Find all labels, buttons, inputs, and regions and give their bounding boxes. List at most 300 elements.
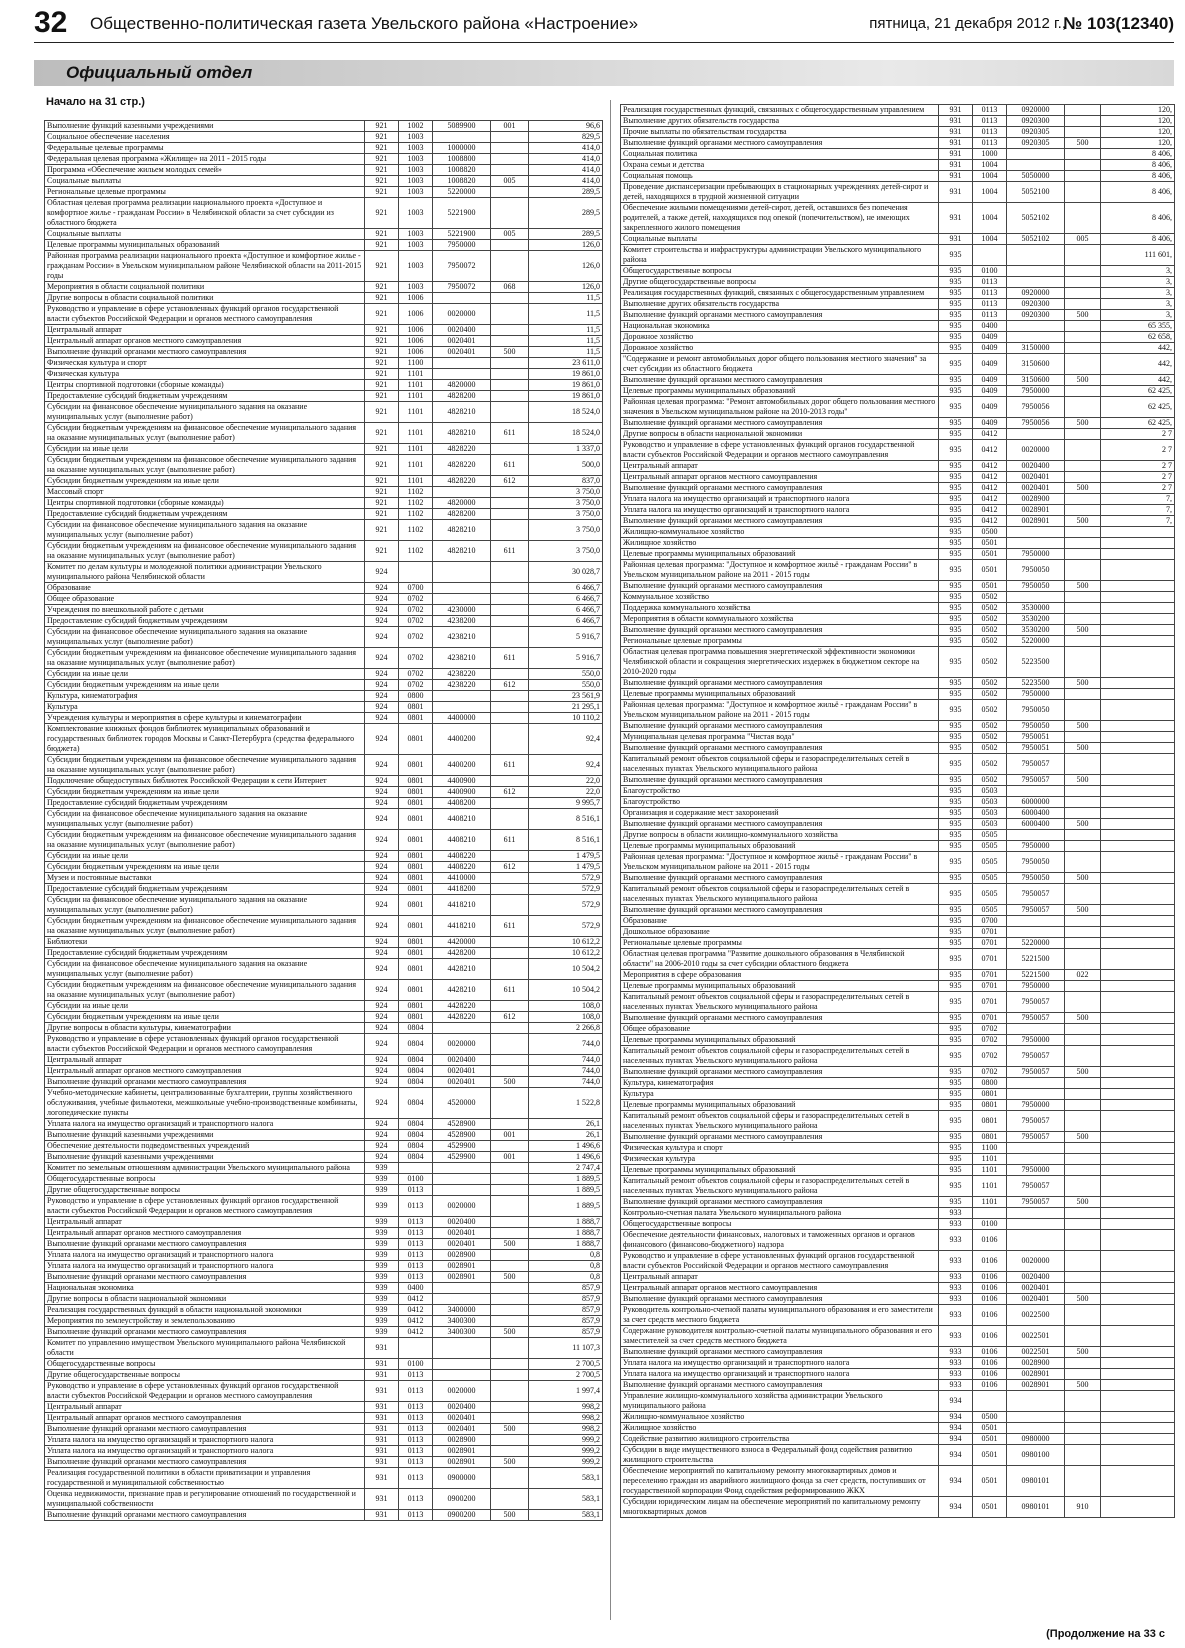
table-row bbox=[45, 165, 603, 176]
admin-code-cell: 935 bbox=[939, 527, 973, 538]
target-code-cell: 5052102 bbox=[1007, 203, 1065, 234]
target-code-cell: 3150000 bbox=[1007, 343, 1065, 354]
section-code-cell: 0801 bbox=[399, 959, 433, 980]
target-code-cell bbox=[433, 1338, 491, 1359]
admin-code-cell: 935 bbox=[939, 1111, 973, 1132]
item-name-cell: Мероприятия в области социальной политики bbox=[45, 282, 365, 293]
expense-type-cell: 500 bbox=[1065, 1347, 1101, 1358]
amount-cell: 10 504,2 bbox=[529, 959, 603, 980]
admin-code-cell: 939 bbox=[365, 1316, 399, 1327]
table-row bbox=[621, 538, 1175, 549]
table-row bbox=[45, 347, 603, 358]
amount-cell: 744,0 bbox=[529, 1077, 603, 1088]
item-name-cell: Центральный аппарат органов местного самоуправления bbox=[621, 1283, 939, 1294]
item-name-cell: Областная целевая программа "Развитие дошкольного образования в Челябинской области" на 2006-2010 годы за счет субсидии областного бюджета bbox=[621, 949, 939, 970]
amount-cell: 2 7 bbox=[1101, 461, 1175, 472]
amount-cell bbox=[1101, 786, 1175, 797]
table-row bbox=[621, 1165, 1175, 1176]
admin-code-cell: 924 bbox=[365, 627, 399, 648]
amount-cell bbox=[1101, 916, 1175, 927]
table-row bbox=[45, 1217, 603, 1228]
admin-code-cell: 939 bbox=[365, 1305, 399, 1316]
amount-cell bbox=[1101, 938, 1175, 949]
table-row bbox=[45, 251, 603, 282]
table-row bbox=[621, 1143, 1175, 1154]
expense-type-cell bbox=[491, 1316, 529, 1327]
table-row bbox=[621, 1013, 1175, 1024]
item-name-cell: Физическая культура и спорт bbox=[45, 358, 365, 369]
item-name-cell: Библиотеки bbox=[45, 937, 365, 948]
expense-type-cell bbox=[491, 1163, 529, 1174]
amount-cell: 6 466,7 bbox=[529, 605, 603, 616]
item-name-cell: Другие вопросы в области культуры, кинематографии bbox=[45, 1023, 365, 1034]
table-row bbox=[621, 852, 1175, 873]
admin-code-cell: 931 bbox=[939, 160, 973, 171]
item-name-cell: Центральный аппарат bbox=[45, 1055, 365, 1066]
table-row bbox=[45, 1294, 603, 1305]
item-name-cell: Охрана семьи и детства bbox=[621, 160, 939, 171]
admin-code-cell: 933 bbox=[939, 1326, 973, 1347]
amount-cell: 857,9 bbox=[529, 1294, 603, 1305]
admin-code-cell: 931 bbox=[939, 138, 973, 149]
expense-type-cell bbox=[491, 691, 529, 702]
target-code-cell: 4828210 bbox=[433, 520, 491, 541]
item-name-cell: Физическая культура и спорт bbox=[621, 1143, 939, 1154]
section-code-cell: 0412 bbox=[973, 483, 1007, 494]
amount-cell bbox=[1101, 1100, 1175, 1111]
target-code-cell: 7950057 bbox=[1007, 884, 1065, 905]
admin-code-cell: 921 bbox=[365, 229, 399, 240]
target-code-cell: 1008800 bbox=[433, 154, 491, 165]
item-name-cell: Выполнение функций органами местного самоуправления bbox=[45, 1424, 365, 1435]
item-name-cell: Выполнение функций органами местного самоуправления bbox=[45, 347, 365, 358]
admin-code-cell: 935 bbox=[939, 494, 973, 505]
table-row bbox=[621, 938, 1175, 949]
item-name-cell: Национальная экономика bbox=[45, 1283, 365, 1294]
admin-code-cell: 935 bbox=[939, 754, 973, 775]
item-name-cell: Региональные целевые программы bbox=[621, 636, 939, 647]
amount-cell bbox=[1101, 1132, 1175, 1143]
expense-type-cell bbox=[491, 498, 529, 509]
expense-type-cell bbox=[491, 1217, 529, 1228]
target-code-cell: 0900200 bbox=[433, 1489, 491, 1510]
section-code-cell: 0113 bbox=[399, 1370, 433, 1381]
item-name-cell: Субсидии бюджетным учреждениям на финансовое обеспечение муниципального задания на оказание муниципальных услуг (выполнение работ) bbox=[45, 755, 365, 776]
expense-type-cell bbox=[491, 187, 529, 198]
item-name-cell: Комитет строительства и инфраструктуры администрации Увельского муниципального района bbox=[621, 245, 939, 266]
table-row bbox=[621, 786, 1175, 797]
table-row bbox=[45, 455, 603, 476]
admin-code-cell: 921 bbox=[365, 498, 399, 509]
admin-code-cell: 935 bbox=[939, 549, 973, 560]
target-code-cell: 4820000 bbox=[433, 498, 491, 509]
item-name-cell: Целевые программы муниципальных образований bbox=[621, 386, 939, 397]
table-row bbox=[45, 1327, 603, 1338]
table-row bbox=[621, 1326, 1175, 1347]
expense-type-cell bbox=[1065, 1423, 1101, 1434]
section-code-cell: 0412 bbox=[399, 1294, 433, 1305]
amount-cell: 5 916,7 bbox=[529, 627, 603, 648]
section-code-cell: 0501 bbox=[973, 549, 1007, 560]
amount-cell bbox=[1101, 1358, 1175, 1369]
section-code-cell: 0804 bbox=[399, 1023, 433, 1034]
section-code-cell: 0502 bbox=[973, 775, 1007, 786]
section-code-cell: 0106 bbox=[973, 1326, 1007, 1347]
admin-code-cell: 935 bbox=[939, 429, 973, 440]
table-row bbox=[621, 375, 1175, 386]
expense-type-cell: 612 bbox=[491, 862, 529, 873]
expense-type-cell bbox=[1065, 797, 1101, 808]
expense-type-cell bbox=[491, 154, 529, 165]
expense-type-cell: 500 bbox=[1065, 418, 1101, 429]
item-name-cell: Руководитель контрольно-счетной палаты муниципального образования и его заместители за счет средств местного бюджета bbox=[621, 1305, 939, 1326]
expense-type-cell bbox=[1065, 927, 1101, 938]
table-row bbox=[45, 1034, 603, 1055]
target-code-cell: 7950056 bbox=[1007, 418, 1065, 429]
expense-type-cell bbox=[491, 509, 529, 520]
table-row bbox=[45, 937, 603, 948]
item-name-cell: Субсидии бюджетным учреждениям на иные цели bbox=[45, 787, 365, 798]
item-name-cell: Субсидии бюджетным учреждениям на финансовое обеспечение муниципального задания на оказание муниципальных услуг (выполнение работ) bbox=[45, 980, 365, 1001]
admin-code-cell: 935 bbox=[939, 1067, 973, 1078]
table-row bbox=[45, 187, 603, 198]
expense-type-cell bbox=[491, 198, 529, 229]
amount-cell: 120, bbox=[1101, 105, 1175, 116]
table-row bbox=[45, 1468, 603, 1489]
section-code-cell: 1006 bbox=[399, 336, 433, 347]
amount-cell: 120, bbox=[1101, 116, 1175, 127]
expense-type-cell bbox=[1065, 647, 1101, 678]
amount-cell bbox=[1101, 743, 1175, 754]
section-code-cell: 0801 bbox=[399, 895, 433, 916]
expense-type-cell bbox=[1065, 149, 1101, 160]
expense-type-cell: 500 bbox=[491, 1327, 529, 1338]
section-code-cell: 0113 bbox=[399, 1402, 433, 1413]
admin-code-cell: 924 bbox=[365, 1023, 399, 1034]
expense-type-cell bbox=[1065, 1283, 1101, 1294]
table-row bbox=[45, 1370, 603, 1381]
admin-code-cell: 935 bbox=[939, 830, 973, 841]
target-code-cell: 0020401 bbox=[433, 1413, 491, 1424]
table-row bbox=[45, 423, 603, 444]
item-name-cell: Содействие развитию жилищного строительства bbox=[621, 1434, 939, 1445]
section-code-cell: 0804 bbox=[399, 1141, 433, 1152]
section-code-cell: 0801 bbox=[399, 798, 433, 809]
section-code-cell: 1004 bbox=[973, 182, 1007, 203]
admin-code-cell: 931 bbox=[939, 105, 973, 116]
target-code-cell: 5223500 bbox=[1007, 647, 1065, 678]
target-code-cell: 4520000 bbox=[433, 1088, 491, 1119]
target-code-cell: 4428200 bbox=[433, 948, 491, 959]
section-code-cell: 0801 bbox=[973, 1089, 1007, 1100]
item-name-cell: Общее образование bbox=[621, 1024, 939, 1035]
expense-type-cell bbox=[1065, 1466, 1101, 1497]
amount-cell: 3, bbox=[1101, 277, 1175, 288]
amount-cell bbox=[1101, 614, 1175, 625]
target-code-cell: 4428210 bbox=[433, 959, 491, 980]
section-code-cell: 0113 bbox=[399, 1228, 433, 1239]
section-code-cell: 1101 bbox=[399, 402, 433, 423]
target-code-cell: 3150600 bbox=[1007, 354, 1065, 375]
target-code-cell: 3530200 bbox=[1007, 625, 1065, 636]
admin-code-cell: 921 bbox=[365, 541, 399, 562]
admin-code-cell: 934 bbox=[939, 1423, 973, 1434]
section-code-cell: 0500 bbox=[973, 1412, 1007, 1423]
admin-code-cell: 924 bbox=[365, 1012, 399, 1023]
section-code-cell: 0106 bbox=[973, 1369, 1007, 1380]
target-code-cell: 0980000 bbox=[1007, 1434, 1065, 1445]
table-row bbox=[621, 603, 1175, 614]
item-name-cell: Выполнение функций органами местного самоуправления bbox=[45, 1272, 365, 1283]
section-code-cell bbox=[973, 1208, 1007, 1219]
table-row bbox=[45, 1381, 603, 1402]
section-code-cell: 0409 bbox=[973, 332, 1007, 343]
amount-cell: 1 889,5 bbox=[529, 1196, 603, 1217]
amount-cell bbox=[1101, 1143, 1175, 1154]
amount-cell: 18 524,0 bbox=[529, 423, 603, 444]
admin-code-cell: 933 bbox=[939, 1219, 973, 1230]
amount-cell: 414,0 bbox=[529, 165, 603, 176]
admin-code-cell: 939 bbox=[365, 1228, 399, 1239]
target-code-cell: 5221500 bbox=[1007, 949, 1065, 970]
continued-next-note: (Продолжение на 33 с bbox=[1046, 1628, 1165, 1640]
target-code-cell: 4230000 bbox=[433, 605, 491, 616]
expense-type-cell bbox=[491, 1228, 529, 1239]
amount-cell: 0,8 bbox=[529, 1250, 603, 1261]
admin-code-cell: 931 bbox=[365, 1402, 399, 1413]
item-name-cell: Жилищное хозяйство bbox=[621, 538, 939, 549]
amount-cell bbox=[1101, 970, 1175, 981]
target-code-cell: 0022500 bbox=[1007, 1305, 1065, 1326]
admin-code-cell: 924 bbox=[365, 713, 399, 724]
amount-cell bbox=[1101, 560, 1175, 581]
item-name-cell: Целевые программы муниципальных образований bbox=[621, 689, 939, 700]
amount-cell: 550,0 bbox=[529, 669, 603, 680]
item-name-cell: Уплата налога на имущество организаций и транспортного налога bbox=[621, 1358, 939, 1369]
target-code-cell: 5052102 bbox=[1007, 234, 1065, 245]
table-row bbox=[45, 1130, 603, 1141]
table-row bbox=[621, 1305, 1175, 1326]
table-row bbox=[621, 721, 1175, 732]
expense-type-cell bbox=[1065, 1445, 1101, 1466]
table-row bbox=[621, 245, 1175, 266]
target-code-cell: 3400000 bbox=[433, 1305, 491, 1316]
item-name-cell: Капитальный ремонт объектов социальной сферы и газораспределительных сетей в населенных пунктах Увельского муниципального района bbox=[621, 754, 939, 775]
admin-code-cell: 935 bbox=[939, 732, 973, 743]
target-code-cell: 0028901 bbox=[1007, 1380, 1065, 1391]
admin-code-cell: 935 bbox=[939, 354, 973, 375]
table-row bbox=[45, 1316, 603, 1327]
section-code-cell: 1000 bbox=[973, 149, 1007, 160]
target-code-cell bbox=[1007, 1143, 1065, 1154]
target-code-cell: 0020000 bbox=[1007, 440, 1065, 461]
amount-cell bbox=[1101, 1380, 1175, 1391]
section-code-cell bbox=[399, 1163, 433, 1174]
section-code-cell: 0701 bbox=[973, 981, 1007, 992]
section-code-cell: 1102 bbox=[399, 520, 433, 541]
table-row bbox=[621, 397, 1175, 418]
target-code-cell: 4408210 bbox=[433, 809, 491, 830]
table-row bbox=[621, 105, 1175, 116]
section-code-cell: 0113 bbox=[399, 1413, 433, 1424]
item-name-cell: Дошкольное образование bbox=[621, 927, 939, 938]
table-row bbox=[45, 176, 603, 187]
expense-type-cell: 500 bbox=[491, 1457, 529, 1468]
table-row bbox=[45, 724, 603, 755]
amount-cell: 21 295,1 bbox=[529, 702, 603, 713]
item-name-cell: Центральный аппарат bbox=[621, 1272, 939, 1283]
admin-code-cell: 931 bbox=[365, 1424, 399, 1435]
item-name-cell: Организация и содержание мест захоронений bbox=[621, 808, 939, 819]
expense-type-cell: 500 bbox=[1065, 625, 1101, 636]
item-name-cell: Другие вопросы в области социальной политики bbox=[45, 293, 365, 304]
admin-code-cell: 934 bbox=[939, 1412, 973, 1423]
admin-code-cell: 939 bbox=[365, 1196, 399, 1217]
admin-code-cell: 933 bbox=[939, 1358, 973, 1369]
admin-code-cell: 935 bbox=[939, 1100, 973, 1111]
table-row bbox=[621, 354, 1175, 375]
admin-code-cell: 921 bbox=[365, 336, 399, 347]
item-name-cell: Выполнение функций органами местного самоуправления bbox=[45, 1510, 365, 1521]
item-name-cell: Обеспечение деятельности финансовых, налоговых и таможенных органов и органов финансового (финансово-бюджетного) надзора bbox=[621, 1230, 939, 1251]
amount-cell bbox=[1101, 754, 1175, 775]
expense-type-cell bbox=[1065, 1100, 1101, 1111]
expense-type-cell bbox=[1065, 949, 1101, 970]
section-code-cell: 1101 bbox=[973, 1197, 1007, 1208]
amount-cell: 998,2 bbox=[529, 1402, 603, 1413]
amount-cell: 11,5 bbox=[529, 293, 603, 304]
target-code-cell bbox=[1007, 916, 1065, 927]
admin-code-cell: 935 bbox=[939, 1046, 973, 1067]
table-row bbox=[621, 1369, 1175, 1380]
admin-code-cell: 924 bbox=[365, 830, 399, 851]
target-code-cell: 4418210 bbox=[433, 916, 491, 937]
expense-type-cell bbox=[491, 669, 529, 680]
target-code-cell: 0028901 bbox=[433, 1446, 491, 1457]
expense-type-cell: 005 bbox=[491, 229, 529, 240]
table-row bbox=[621, 310, 1175, 321]
expense-type-cell bbox=[491, 391, 529, 402]
target-code-cell: 0020401 bbox=[433, 1066, 491, 1077]
section-code-cell: 0505 bbox=[973, 830, 1007, 841]
expense-type-cell: 500 bbox=[1065, 516, 1101, 527]
amount-cell: 857,9 bbox=[529, 1316, 603, 1327]
table-row bbox=[45, 959, 603, 980]
target-code-cell: 0020401 bbox=[433, 1424, 491, 1435]
item-name-cell: Районная целевая программа: "Ремонт автомобильных дорог общего пользования местного значения в Увельском муниципальном районе на 2010-2013 годы" bbox=[621, 397, 939, 418]
target-code-cell: 7950051 bbox=[1007, 732, 1065, 743]
amount-cell: 7, bbox=[1101, 516, 1175, 527]
item-name-cell: Уплата налога на имущество организаций и транспортного налога bbox=[45, 1119, 365, 1130]
table-row bbox=[621, 1434, 1175, 1445]
admin-code-cell: 935 bbox=[939, 332, 973, 343]
expense-type-cell bbox=[491, 1294, 529, 1305]
target-code-cell: 4820000 bbox=[433, 380, 491, 391]
admin-code-cell: 931 bbox=[939, 127, 973, 138]
expense-type-cell: 910 bbox=[1065, 1497, 1101, 1518]
target-code-cell: 4408200 bbox=[433, 798, 491, 809]
expense-type-cell bbox=[491, 1370, 529, 1381]
section-code-cell: 0502 bbox=[973, 721, 1007, 732]
target-code-cell: 0028900 bbox=[1007, 494, 1065, 505]
target-code-cell bbox=[1007, 1219, 1065, 1230]
table-row bbox=[621, 429, 1175, 440]
admin-code-cell: 935 bbox=[939, 299, 973, 310]
item-name-cell: Руководство и управление в сфере установленных функций органов государственной власти субъектов Российской Федерации и органов местного самоуправления bbox=[621, 1251, 939, 1272]
item-name-cell: Коммунальное хозяйство bbox=[621, 592, 939, 603]
item-name-cell: Выполнение функций органами местного самоуправления bbox=[45, 1077, 365, 1088]
target-code-cell: 4400200 bbox=[433, 724, 491, 755]
amount-cell bbox=[1101, 1369, 1175, 1380]
item-name-cell: Центры спортивной подготовки (сборные команды) bbox=[45, 380, 365, 391]
amount-cell: 744,0 bbox=[529, 1034, 603, 1055]
admin-code-cell: 933 bbox=[939, 1283, 973, 1294]
target-code-cell bbox=[1007, 592, 1065, 603]
table-row bbox=[621, 700, 1175, 721]
expense-type-cell bbox=[491, 1055, 529, 1066]
item-name-cell: Районная программа реализации национального проекта «Доступное и комфортное жилье - гражданам России» в Увельском муниципальном районе Челябинской области на 2011-2015 годы bbox=[45, 251, 365, 282]
expense-type-cell bbox=[1065, 354, 1101, 375]
expense-type-cell bbox=[491, 1402, 529, 1413]
section-code-cell: 0113 bbox=[399, 1381, 433, 1402]
item-name-cell: Целевые программы муниципальных образований bbox=[621, 981, 939, 992]
amount-cell: 1 496,6 bbox=[529, 1152, 603, 1163]
section-code-cell: 0800 bbox=[973, 1078, 1007, 1089]
amount-cell: 92,4 bbox=[529, 755, 603, 776]
amount-cell: 120, bbox=[1101, 138, 1175, 149]
expense-type-cell: 612 bbox=[491, 1012, 529, 1023]
amount-cell: 8 406, bbox=[1101, 149, 1175, 160]
expense-type-cell: 611 bbox=[491, 980, 529, 1001]
expense-type-cell bbox=[491, 1468, 529, 1489]
expense-type-cell: 001 bbox=[491, 1130, 529, 1141]
section-code-cell: 1101 bbox=[399, 444, 433, 455]
target-code-cell: 0980100 bbox=[1007, 1445, 1065, 1466]
admin-code-cell: 935 bbox=[939, 678, 973, 689]
admin-code-cell: 933 bbox=[939, 1380, 973, 1391]
target-code-cell: 4528900 bbox=[433, 1119, 491, 1130]
table-row bbox=[45, 1163, 603, 1174]
item-name-cell: Выполнение функций органами местного самоуправления bbox=[621, 819, 939, 830]
amount-cell: 3 750,0 bbox=[529, 541, 603, 562]
item-name-cell: Социальные выплаты bbox=[45, 229, 365, 240]
target-code-cell: 0028901 bbox=[1007, 516, 1065, 527]
amount-cell: 583,1 bbox=[529, 1468, 603, 1489]
table-row bbox=[45, 648, 603, 669]
admin-code-cell: 924 bbox=[365, 980, 399, 1001]
expense-type-cell: 500 bbox=[1065, 1380, 1101, 1391]
amount-cell: 10 110,2 bbox=[529, 713, 603, 724]
target-code-cell: 0028901 bbox=[1007, 1369, 1065, 1380]
expense-type-cell bbox=[1065, 592, 1101, 603]
section-code-cell: 0412 bbox=[973, 505, 1007, 516]
table-row bbox=[621, 461, 1175, 472]
item-name-cell: Центральный аппарат органов местного самоуправления bbox=[45, 1228, 365, 1239]
table-row bbox=[45, 669, 603, 680]
amount-cell: 442, bbox=[1101, 354, 1175, 375]
admin-code-cell: 935 bbox=[939, 1089, 973, 1100]
budget-table-left bbox=[44, 120, 602, 1614]
table-row bbox=[45, 1066, 603, 1077]
expense-type-cell bbox=[491, 873, 529, 884]
target-code-cell: 0020400 bbox=[1007, 1272, 1065, 1283]
expense-type-cell bbox=[491, 369, 529, 380]
target-code-cell: 7950057 bbox=[1007, 992, 1065, 1013]
admin-code-cell: 921 bbox=[365, 282, 399, 293]
expense-type-cell bbox=[1065, 830, 1101, 841]
amount-cell: 8 406, bbox=[1101, 171, 1175, 182]
admin-code-cell: 921 bbox=[365, 347, 399, 358]
